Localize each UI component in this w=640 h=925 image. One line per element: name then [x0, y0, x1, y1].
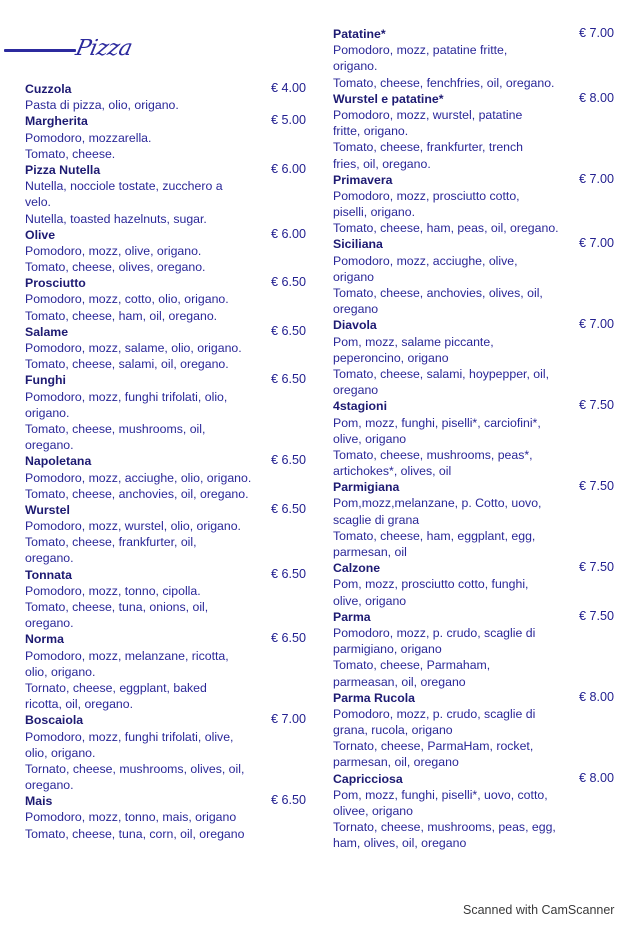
menu-item-price: € 6.50 — [271, 566, 307, 581]
menu-item-description: Tornato, cheese, mushrooms, olives, oil, — [25, 761, 245, 776]
menu-item-description: Tomato, cheese, Parmaham, — [333, 658, 491, 673]
menu-item-price: € 7.50 — [579, 608, 615, 623]
menu-item-name: Prosciutto — [25, 276, 86, 291]
menu-item-name: Cuzzola — [25, 82, 72, 96]
menu-item-description: origano — [333, 269, 375, 284]
menu-item — [25, 162, 315, 227]
menu-item-description: Pomodoro, mozz, wurstel, olio, origano. — [25, 519, 241, 534]
menu-item — [333, 172, 623, 237]
menu-item-price: € 4.00 — [271, 81, 307, 95]
menu-item — [333, 479, 623, 560]
menu-item-name: Funghi — [25, 373, 66, 388]
menu-item-name: Patatine* — [333, 27, 386, 41]
menu-item-description: Tomato, cheese. — [25, 146, 116, 161]
menu-item-description: olive, origano — [333, 431, 407, 446]
menu-item — [333, 771, 623, 852]
menu-item-price: € 7.50 — [579, 560, 615, 575]
menu-item-description: ham, olives, oil, oregano — [333, 836, 467, 851]
menu-item-description: origano. — [333, 59, 378, 74]
menu-item-name: Pizza Nutella — [25, 162, 101, 177]
menu-item-description: Tomato, cheese, tuna, onions, oil, — [25, 600, 209, 614]
menu-item-description: Pom, mozz, prosciutto cotto, funghi, — [333, 577, 529, 592]
menu-item-description: Pom, mozz, salame piccante, — [333, 334, 494, 349]
menu-item — [333, 560, 623, 609]
menu-item-name: Boscaiola — [25, 713, 84, 728]
menu-item-description: Pomodoro, mozz, p. crudo, scaglie di — [333, 706, 536, 721]
menu-item-name: Diavola — [333, 318, 377, 333]
menu-item-description: Pomodoro, mozz, olive, origano. — [25, 243, 202, 258]
menu-item-description: oregano. — [25, 616, 74, 631]
menu-item-description: parmeasan, oil, oregano — [333, 674, 466, 689]
menu-item-description: Pomodoro, mozz, salame, olio, origano. — [25, 341, 242, 355]
section-header — [0, 30, 200, 70]
menu-item-description: Pomodoro, mozz, funghi trifolati, olive, — [25, 729, 234, 744]
menu-item-description: Tornato, cheese, mushrooms, peas, egg, — [333, 820, 556, 835]
menu-item-description: parmesan, oil — [333, 545, 407, 559]
menu-item — [25, 502, 315, 567]
menu-item-name: 4stagioni — [333, 399, 387, 414]
menu-item-price: € 6.00 — [271, 226, 307, 241]
menu-item — [25, 227, 315, 276]
menu-item-description: parmesan, oil, oregano — [333, 755, 459, 770]
menu-item — [25, 372, 315, 453]
menu-item-name: Tonnata — [25, 567, 72, 582]
menu-item-description: parmigiano, origano — [333, 642, 442, 657]
menu-item-price: € 6.50 — [271, 501, 307, 516]
menu-item-description: Tornato, cheese, ParmaHam, rocket, — [333, 739, 534, 754]
menu-item-name: Napoletana — [25, 454, 92, 469]
menu-item-description: Pomodoro, mozz, acciughe, olive, — [333, 253, 518, 268]
menu-item-description: piselli, origano. — [333, 205, 416, 220]
menu-item — [333, 609, 623, 690]
menu-item-price: € 7.50 — [579, 479, 615, 494]
menu-item-description: oregano. — [25, 551, 74, 566]
menu-item-description: oregano. — [25, 438, 74, 453]
menu-item-price: € 6.50 — [271, 275, 307, 290]
menu-item-description: olio, origano. — [25, 745, 96, 760]
menu-item-description: Tomato, cheese, salami, oil, oregano. — [25, 357, 229, 372]
menu-item-name: Parma Rucola — [333, 690, 416, 705]
menu-item-name: Parmigiana — [333, 480, 400, 495]
menu-item-price: € 7.00 — [579, 236, 615, 251]
menu-item-name: Wurstel e patatine* — [333, 91, 444, 106]
menu-item-description: olive, origano — [333, 593, 407, 608]
menu-item-description: Pomodoro, mozz, acciughe, olio, origano. — [25, 470, 252, 485]
menu-item-description: Tomato, cheese, frankfurter, trench — [333, 140, 524, 155]
menu-item-description: olivee, origano — [333, 804, 413, 818]
menu-item-description: Pomodoro, mozz, patatine fritte, — [333, 43, 508, 58]
scanner-watermark: Scanned with CamScanner — [463, 903, 615, 917]
menu-item-description: artichokes*, olives, oil — [333, 464, 452, 479]
menu-item-description: peperoncino, origano — [333, 350, 449, 365]
menu-item-description: Tomato, cheese, mushrooms, peas*, — [333, 447, 533, 462]
menu-item-description: Tomato, cheese, tuna, corn, oil, oregano — [25, 826, 245, 841]
menu-item-name: Salame — [25, 324, 69, 339]
menu-item-price: € 7.50 — [579, 398, 615, 413]
menu-item-description: origano. — [25, 405, 70, 420]
menu-item — [25, 453, 315, 502]
menu-item-price: € 6.00 — [271, 161, 307, 176]
menu-item — [25, 567, 315, 632]
menu-item-description: Pomodoro, mozz, tonno, cipolla. — [25, 583, 201, 598]
menu-item-name: Primavera — [333, 172, 393, 187]
menu-item-price: € 7.00 — [579, 171, 615, 186]
menu-item-description: Pom, mozz, funghi, piselli*, uovo, cotto, — [333, 787, 548, 802]
menu-item-description: scaglie di grana — [333, 512, 420, 527]
menu-item-description: Tomato, cheese, anchovies, oil, oregano. — [25, 486, 249, 501]
menu-item-description: oregano. — [25, 778, 74, 793]
menu-item-description: Nutella, toasted hazelnuts, sugar. — [25, 211, 207, 226]
menu-item-description: grana, rucola, origano — [333, 723, 453, 738]
menu-item-description: Tomato, cheese, ham, eggplant, egg, — [333, 528, 536, 543]
menu-item-description: Pom,mozz,melanzane, p. Cotto, uovo, — [333, 496, 542, 511]
decorative-rule — [4, 49, 76, 52]
menu-item-description: Tomato, cheese, ham, peas, oil, oregano. — [333, 221, 559, 236]
menu-item-name: Calzone — [333, 561, 381, 576]
menu-item — [25, 81, 315, 113]
menu-item — [333, 317, 623, 398]
menu-item — [25, 712, 315, 793]
menu-item-price: € 8.00 — [579, 770, 615, 785]
menu-item-price: € 6.50 — [271, 453, 307, 468]
menu-column-left — [25, 81, 315, 842]
menu-item-description: Tomato, cheese, olives, oregano. — [25, 260, 206, 275]
menu-item-price: € 5.00 — [271, 113, 307, 128]
menu-item — [333, 91, 623, 172]
menu-item-price: € 7.00 — [271, 712, 307, 727]
menu-item-description: fritte, origano. — [333, 124, 409, 139]
menu-item-description: Pomodoro, mozzarella. — [25, 130, 152, 145]
menu-item-description: Pomodoro, mozz, funghi trifolati, olio, — [25, 389, 228, 404]
menu-item-price: € 7.00 — [579, 26, 615, 40]
menu-item-description: Pomodoro, mozz, cotto, olio, origano. — [25, 292, 229, 307]
menu-item-description: Pomodoro, mozz, tonno, mais, origano — [25, 810, 237, 825]
menu-item-description: Tomato, cheese, frankfurter, oil, — [25, 535, 197, 550]
menu-item-name: Margherita — [25, 114, 88, 129]
menu-item-description: oregano — [333, 302, 379, 317]
menu-item-description: ricotta, oil, oregano. — [25, 697, 134, 712]
menu-item-description: Tomato, cheese, anchovies, olives, oil, — [333, 286, 543, 300]
menu-item-description: Pomodoro, mozz, melanzane, ricotta, — [25, 648, 229, 663]
menu-item-name: Olive — [25, 227, 56, 242]
menu-item — [25, 113, 315, 162]
menu-item-description: Tomato, cheese, ham, oil, oregano. — [25, 308, 218, 323]
menu-item-description: Pomodoro, mozz, prosciutto cotto, — [333, 188, 520, 203]
menu-item-description: Pomodoro, mozz, p. crudo, scaglie di — [333, 625, 536, 640]
menu-item — [25, 793, 315, 842]
menu-item-name: Capricciosa — [333, 771, 403, 786]
menu-item-price: € 8.00 — [579, 689, 615, 704]
section-title: Pizza — [73, 36, 135, 61]
menu-item-description: Pasta di pizza, olio, origano. — [25, 98, 179, 113]
menu-item — [25, 324, 315, 373]
menu-item-description: velo. — [25, 195, 51, 210]
menu-item-price: € 6.50 — [271, 372, 307, 387]
menu-item-description: Tornato, cheese, eggplant, baked — [25, 680, 207, 695]
menu-item-description: Tomato, cheese, salami, hoypepper, oil, — [333, 366, 549, 381]
menu-item-description: Pom, mozz, funghi, piselli*, carciofini*, — [333, 415, 541, 430]
menu-item-price: € 8.00 — [579, 90, 615, 105]
menu-item-name: Parma — [333, 609, 371, 624]
menu-item-price: € 6.50 — [271, 793, 307, 808]
menu-item-name: Siciliana — [333, 237, 383, 252]
menu-item — [25, 631, 315, 712]
menu-item — [333, 26, 623, 91]
menu-item-name: Norma — [25, 632, 64, 647]
menu-item-description: oregano — [333, 383, 379, 398]
menu-item — [25, 275, 315, 324]
menu-item — [333, 398, 623, 479]
menu-item — [333, 236, 623, 317]
menu-item — [333, 690, 623, 771]
menu-item-description: Nutella, nocciole tostate, zucchero a — [25, 179, 223, 194]
menu-item-description: Tomato, cheese, mushrooms, oil, — [25, 421, 206, 436]
menu-item-description: fries, oil, oregano. — [333, 156, 431, 171]
menu-item-price: € 7.00 — [579, 317, 615, 332]
menu-item-description: olio, origano. — [25, 664, 96, 679]
menu-item-name: Wurstel — [25, 502, 70, 517]
menu-item-description: Tomato, cheese, fenchfries, oil, oregano. — [333, 75, 555, 90]
menu-item-price: € 6.50 — [271, 631, 307, 646]
menu-item-name: Mais — [25, 794, 53, 809]
menu-item-price: € 6.50 — [271, 323, 307, 338]
menu-column-right — [333, 26, 623, 852]
menu-item-description: Pomodoro, mozz, wurstel, patatine — [333, 107, 523, 122]
